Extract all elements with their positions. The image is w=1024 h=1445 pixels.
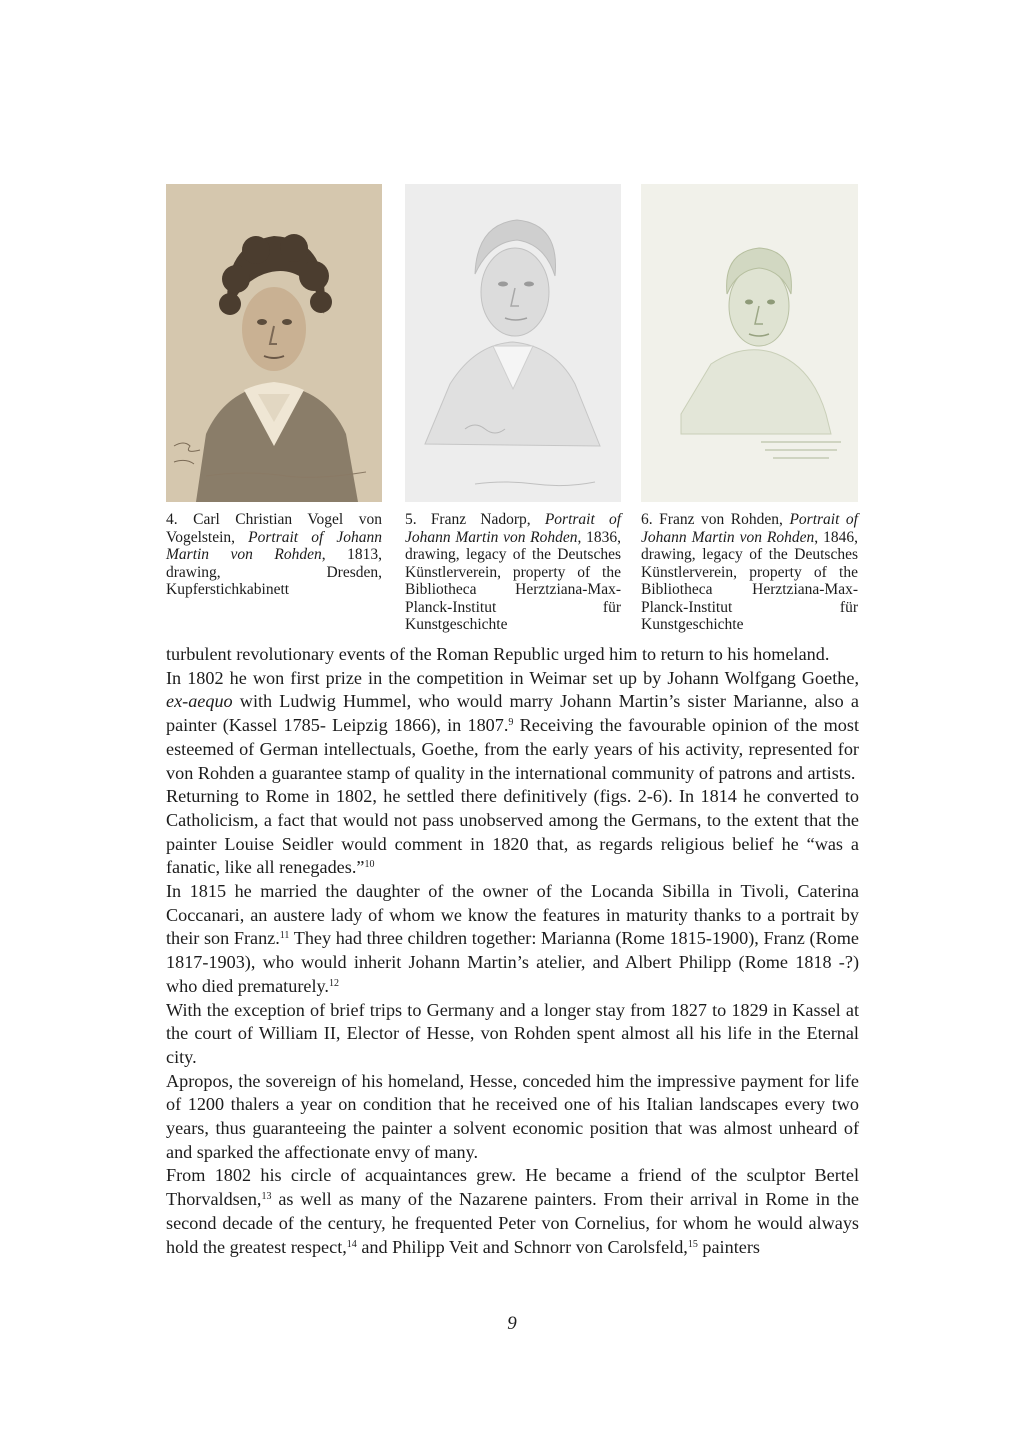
caption-title: Portrait of Johann Martin von Rohden [405, 511, 622, 546]
caption-text: Franz von Rohden, [659, 511, 790, 528]
portrait-young-man-sepia-icon [166, 184, 382, 502]
figure-6-image [641, 184, 858, 502]
footnote-ref: 9 [508, 717, 514, 729]
footnote-ref: 11 [279, 930, 290, 942]
paragraph-text: with Ludwig Hummel, who would marry Johann Martin’s sister Marianne, also a painter (Kassel 1785- Leipzig 1866), in 1807. [166, 691, 859, 736]
paragraph-text: In 1815 he married the daughter of the owner of the Locanda Sibilla in Tivoli, Caterina Coccanari, an austere lady of whom we know the features in maturity thanks to a portrait by their son Franz. [166, 881, 859, 949]
paragraph [166, 999, 859, 1070]
paragraph-text: Returning to Rome in 1802, he settled there definitively (figs. 2-6). In 1814 he converted to Catholicism, a fact that would not pass unobserved among the Germans, to the extent that the painter Louise Seidler would comment in 1820 that, as regards religious belief he “was a fanatic, like all renegades.” [166, 786, 859, 878]
paragraph [166, 667, 859, 786]
paragraph-text: Apropos, the sovereign of his homeland, Hesse, conceded him the impressive payment for life of 1200 thalers a year on condition that he received one of his Italian landscapes every two years, thus guaranteeing the painter a solvent economic position that was almost unheard of and sparked the affectionate envy of many. [166, 1070, 859, 1162]
footnote-ref: 12 [328, 977, 339, 989]
caption-text: , 1836, drawing, legacy of the Deutsches Künstlerverein, property of the Bibliotheca Herztziana-Max-Planck-Institut für Kunstgeschichte [405, 528, 622, 633]
footnote-ref: 13 [261, 1191, 272, 1203]
figure-4-caption [166, 511, 382, 599]
caption-number: 6. [641, 511, 653, 528]
paragraph-text: painters [697, 1236, 760, 1257]
italic-term: ex-aequo [166, 691, 233, 712]
figure-4-image [166, 184, 382, 502]
footnote-ref: 14 [346, 1238, 357, 1250]
paragraph [166, 880, 859, 999]
footnote-ref: 10 [364, 859, 375, 871]
caption-text: , 1813, drawing, Dresden, Kupferstichkabinett [166, 546, 382, 598]
paragraph [166, 1070, 859, 1165]
caption-text: Franz Nadorp, [430, 511, 545, 528]
paragraph [166, 785, 859, 880]
paragraph-text: Receiving the favourable opinion of the most esteemed of German intellectuals, Goethe, from the early years of his activity, represented for von Rohden a guarantee stamp of quality in the international community of patrons and artists. [166, 715, 859, 783]
paragraph-text: They had three children together: Marianna (Rome 1815-1900), Franz (Rome 1817-1903), who would inherit Johann Martin’s atelier, and Albert Philipp (Rome 1818 -?) who died prematurely. [166, 928, 859, 996]
paragraph-text: In 1802 he won first prize in the competition in Weimar set up by Johann Wolfgang Goethe, [166, 667, 859, 688]
portrait-elderly-man-cap-icon [641, 184, 858, 502]
figure-5-image [405, 184, 621, 502]
body-text [166, 643, 859, 1259]
paragraph-text: turbulent revolutionary events of the Roman Republic urged him to return to his homeland. [166, 644, 830, 664]
caption-number: 5. [405, 511, 417, 528]
figure-5-caption [405, 511, 621, 634]
paragraph [166, 1164, 859, 1259]
caption-title: Portrait of Johann Martin von Rohden [641, 511, 858, 546]
figure-6-caption [641, 511, 858, 634]
caption-text: , 1846, drawing, legacy of the Deutsches Künstlerverein, property of the Bibliotheca Herztziana-Max-Planck-Institut für Kunstgeschichte [641, 528, 859, 633]
page-number: 9 [507, 1313, 517, 1334]
caption-text: Carl Christian Vogel von Vogelstein, [166, 511, 382, 546]
paragraph-text: With the exception of brief trips to Germany and a longer stay from 1827 to 1829 in Kassel at the court of William II, Elector of Hesse, von Rohden spent almost all his life in the Eternal city. [166, 999, 859, 1067]
footnote-ref: 15 [687, 1238, 698, 1250]
caption-number: 4. [166, 511, 178, 528]
portrait-older-man-pencil-icon [405, 184, 621, 502]
paragraph-text: and Philipp Veit and Schnorr von Carolsfeld, [356, 1236, 688, 1257]
paragraph-text: From 1802 his circle of acquaintances grew. He became a friend of the sculptor Bertel Thorvaldsen, [166, 1165, 859, 1210]
paragraph [166, 643, 859, 667]
caption-title: Portrait of Johann Martin von Rohden [166, 528, 382, 563]
paragraph-text: as well as many of the Nazarene painters. From their arrival in Rome in the second decade of the century, he frequented Peter von Cornelius, for whom he would always hold the greatest respect, [166, 1189, 859, 1257]
